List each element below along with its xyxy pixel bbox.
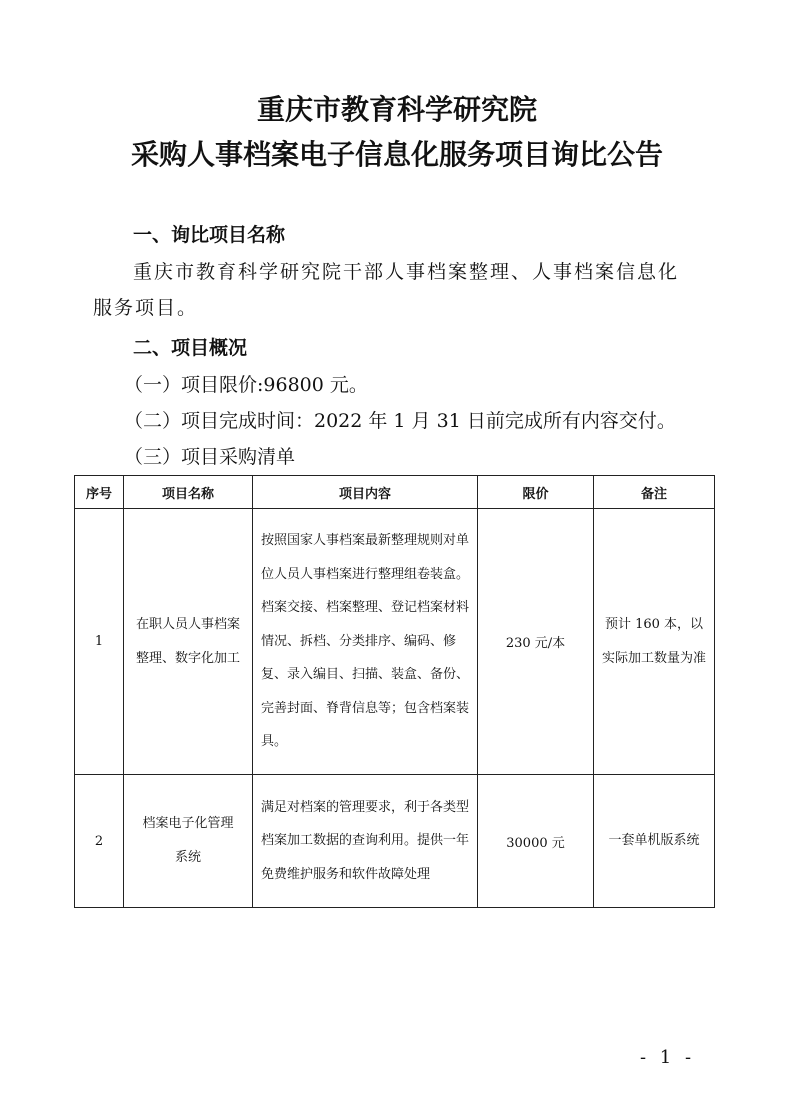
project-deadline: （二）项目完成时间：2022 年 1 月 31 日前完成所有内容交付。 (124, 410, 676, 432)
page-number: - 1 - (640, 1047, 696, 1068)
row1-name-cell (124, 509, 253, 775)
header-price: 限价 (478, 476, 594, 509)
section1-heading: 一、询比项目名称 (133, 224, 286, 246)
document-title-line1: 重庆市教育科学研究院 (256, 93, 537, 126)
procurement-table (74, 475, 715, 908)
header-no: 序号 (75, 476, 124, 509)
section1-body-line2: 服务项目。 (93, 297, 199, 319)
table-row (75, 509, 715, 775)
header-content: 项目内容 (253, 476, 478, 509)
row1-content-cell (253, 509, 478, 775)
table-row (75, 775, 715, 908)
row1-content: 按照国家人事档案最新整理规则对单位人员人事档案进行整理组卷装盒。档案交接、档案整理、登记档案材料情况、拆档、分类排序、编码、修复、录入编目、扫描、装盒、备份、完善封面、脊背信息等；包含档案装具。 (261, 533, 470, 750)
row1-remark-cell (594, 509, 715, 775)
row1-remark: 预计 160 本，以实际加工数量为准 (601, 616, 706, 666)
row2-no: 2 (75, 775, 124, 908)
document-title-line2: 采购人事档案电子信息化服务项目询比公告 (130, 138, 663, 171)
header-name: 项目名称 (124, 476, 253, 509)
row2-content-cell (253, 775, 478, 908)
row2-name: 档案电子化管理系统 (142, 816, 234, 865)
project-price-limit: （一）项目限价:96800 元。 (124, 374, 368, 396)
row1-no: 1 (75, 509, 124, 775)
table-header-row (75, 476, 715, 509)
row2-remark: 一套单机版系统 (608, 833, 700, 848)
row1-name: 在职人员人事档案整理、数字化加工 (135, 616, 240, 666)
row2-remark-cell (594, 775, 715, 908)
section2-heading: 二、项目概况 (133, 337, 248, 359)
row2-name-cell (124, 775, 253, 908)
row2-price: 30000 元 (478, 775, 594, 908)
procurement-list-heading: （三）项目采购清单 (124, 446, 296, 468)
header-remark: 备注 (594, 476, 715, 509)
section1-body-line1: 重庆市教育科学研究院干部人事档案整理、人事档案信息化 (133, 261, 680, 283)
row1-price: 230 元/本 (478, 509, 594, 775)
row2-content: 满足对档案的管理要求，利于各类型档案加工数据的查询利用。提供一年免费维护服务和软件故障处理 (261, 799, 470, 882)
